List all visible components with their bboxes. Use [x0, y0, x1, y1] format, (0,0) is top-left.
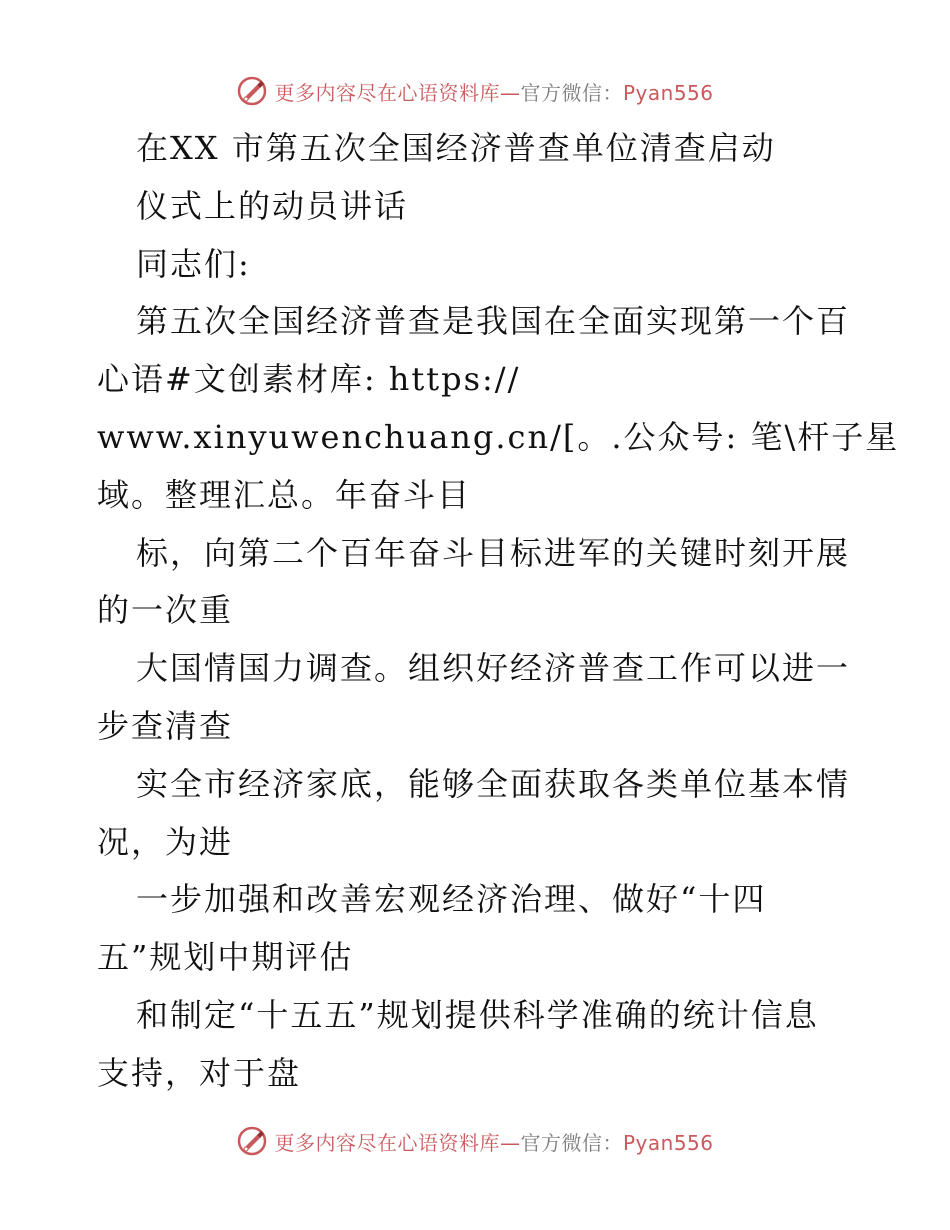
salutation: 同志们:	[136, 244, 251, 283]
footer-banner	[0, 1121, 950, 1161]
pen-logo-icon	[236, 75, 268, 107]
footer-banner-text	[274, 1127, 713, 1156]
header-banner	[0, 71, 950, 111]
title-line-1: 在XX 市第五次全国经济普查单位清查启动	[136, 129, 776, 167]
paragraph-line: 步查清查	[97, 706, 234, 745]
footer-wechat-label: 官方微信：	[520, 1130, 623, 1155]
header-wechat-id: Pyan556	[622, 80, 714, 105]
paragraph-line: www.xinyuwenchuang.cn/[。.公众号: 笔\杆子星	[97, 417, 900, 456]
paragraph-line: 的一次重	[97, 591, 234, 630]
paragraph-line: 心语#文创素材库: https://	[97, 360, 521, 399]
document-body	[97, 120, 900, 1103]
paragraph-line: 大国情国力调查。组织好经济普查工作可以进一	[136, 649, 851, 688]
paragraph-line: 和制定“十五五”规划提供科学准确的统计信息	[136, 995, 819, 1034]
paragraph-line: 域。整理汇总。年奋斗目	[97, 475, 472, 514]
pen-logo-icon	[236, 1125, 268, 1157]
paragraph-line: 支持，对于盘	[97, 1053, 302, 1092]
header-promo-text: 更多内容尽在心语资料库—	[274, 80, 521, 105]
paragraph-line: 况，为进	[97, 822, 234, 861]
header-wechat-label: 官方微信：	[520, 80, 623, 105]
header-banner-text	[274, 77, 713, 106]
title-line-2: 仪式上的动员讲话	[136, 186, 409, 225]
footer-wechat-id: Pyan556	[622, 1130, 714, 1155]
footer-promo-text: 更多内容尽在心语资料库—	[274, 1130, 521, 1155]
paragraph-line: 第五次全国经济普查是我国在全面实现第一个百	[136, 302, 851, 341]
paragraph-line: 一步加强和改善宏观经济治理、做好“十四	[136, 880, 767, 919]
paragraph-line: 实全市经济家底，能够全面获取各类单位基本情	[136, 764, 851, 803]
paragraph-line: 五”规划中期评估	[97, 938, 354, 977]
paragraph-line: 标，向第二个百年奋斗目标进军的关键时刻开展	[136, 533, 851, 572]
